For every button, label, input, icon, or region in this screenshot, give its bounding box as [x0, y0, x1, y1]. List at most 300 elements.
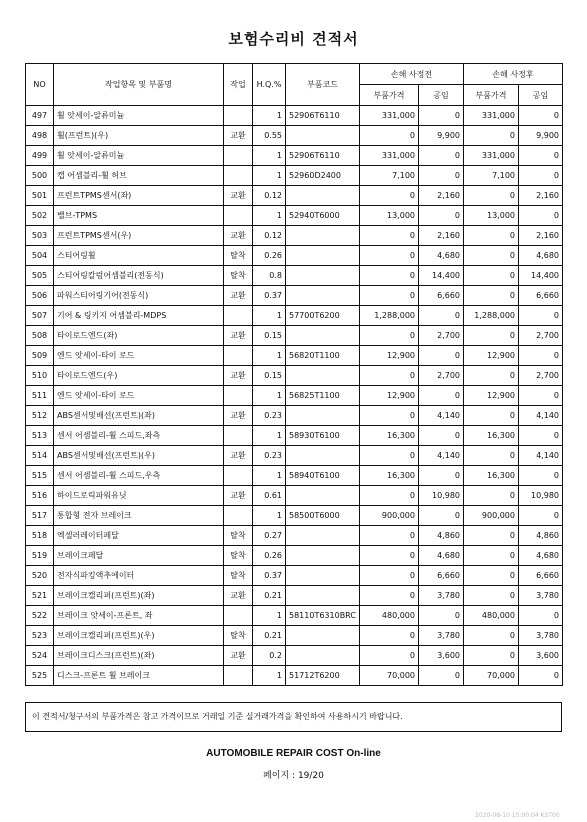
- cell-no: 512: [26, 406, 54, 426]
- cell-after-part-price: 331,000: [464, 106, 519, 126]
- cell-hq: 0.37: [253, 286, 286, 306]
- cell-no: 507: [26, 306, 54, 326]
- cell-work: 교환: [224, 446, 253, 466]
- cell-after-labor: 0: [519, 466, 563, 486]
- cell-before-part-price: 331,000: [360, 106, 419, 126]
- cell-before-part-price: 0: [360, 266, 419, 286]
- cell-after-part-price: 900,000: [464, 506, 519, 526]
- cell-before-labor: 3,780: [419, 626, 464, 646]
- cell-before-labor: 2,700: [419, 366, 464, 386]
- cell-hq: 0.55: [253, 126, 286, 146]
- cell-after-labor: 14,400: [519, 266, 563, 286]
- cell-after-part-price: 16,300: [464, 466, 519, 486]
- cell-part-code: 56820T1100: [286, 346, 360, 366]
- cell-before-part-price: 480,000: [360, 606, 419, 626]
- cell-after-labor: 0: [519, 666, 563, 686]
- cell-before-part-price: 1,288,000: [360, 306, 419, 326]
- cell-after-labor: 4,680: [519, 246, 563, 266]
- cell-work: 교환: [224, 286, 253, 306]
- cell-after-part-price: 0: [464, 546, 519, 566]
- cell-before-part-price: 0: [360, 246, 419, 266]
- table-row: [26, 626, 563, 646]
- cell-work: 교환: [224, 486, 253, 506]
- cell-item: 브레이크캘리퍼(프런트)(우): [54, 626, 224, 646]
- cell-no: 511: [26, 386, 54, 406]
- cell-after-part-price: 12,900: [464, 346, 519, 366]
- cell-after-labor: 10,980: [519, 486, 563, 506]
- cell-after-labor: 0: [519, 506, 563, 526]
- cell-work: 탈착: [224, 526, 253, 546]
- cell-work: [224, 666, 253, 686]
- cell-part-code: [286, 546, 360, 566]
- cell-no: 525: [26, 666, 54, 686]
- cell-work: 탈착: [224, 266, 253, 286]
- cell-after-labor: 3,600: [519, 646, 563, 666]
- cell-before-labor: 9,900: [419, 126, 464, 146]
- cell-hq: 1: [253, 166, 286, 186]
- cell-before-labor: 4,140: [419, 446, 464, 466]
- cell-item: 스티어링칼럼어셈블리(전동식): [54, 266, 224, 286]
- cell-item: 프런트TPMS센서(좌): [54, 186, 224, 206]
- cell-part-code: [286, 266, 360, 286]
- cell-before-labor: 6,660: [419, 566, 464, 586]
- table-row: [26, 166, 563, 186]
- cell-before-part-price: 0: [360, 526, 419, 546]
- table-row: [26, 586, 563, 606]
- cell-item: 타이로드엔드(우): [54, 366, 224, 386]
- cell-no: 508: [26, 326, 54, 346]
- cell-item: 휠 앗세이-알류미늄: [54, 146, 224, 166]
- cell-after-labor: 0: [519, 346, 563, 366]
- cell-no: 520: [26, 566, 54, 586]
- cell-before-labor: 0: [419, 606, 464, 626]
- cell-after-part-price: 13,000: [464, 206, 519, 226]
- cell-hq: 0.27: [253, 526, 286, 546]
- cell-after-labor: 0: [519, 386, 563, 406]
- cell-part-code: [286, 186, 360, 206]
- cell-work: [224, 146, 253, 166]
- cell-before-part-price: 0: [360, 366, 419, 386]
- cell-item: 센서 어셈블리-휠 스피드,좌측: [54, 426, 224, 446]
- print-timestamp: 2020-08-10 15:00:04 KST00: [475, 812, 560, 819]
- cell-part-code: [286, 366, 360, 386]
- cell-before-labor: 0: [419, 106, 464, 126]
- cell-before-part-price: 12,900: [360, 386, 419, 406]
- cell-work: 교환: [224, 126, 253, 146]
- cell-no: 498: [26, 126, 54, 146]
- cell-no: 517: [26, 506, 54, 526]
- cell-hq: 1: [253, 146, 286, 166]
- cell-work: [224, 206, 253, 226]
- table-row: [26, 486, 563, 506]
- cell-part-code: [286, 526, 360, 546]
- cell-after-part-price: 0: [464, 486, 519, 506]
- cell-hq: 0.37: [253, 566, 286, 586]
- table-row: [26, 566, 563, 586]
- table-row: [26, 366, 563, 386]
- cell-no: 503: [26, 226, 54, 246]
- cell-item: 기어 & 링키지 어셈블리-MDPS: [54, 306, 224, 326]
- cell-before-labor: 10,980: [419, 486, 464, 506]
- table-row: [26, 646, 563, 666]
- cell-before-part-price: 0: [360, 566, 419, 586]
- cell-hq: 0.26: [253, 246, 286, 266]
- cell-hq: 0.2: [253, 646, 286, 666]
- disclaimer-note: 이 견적서/청구서의 부품가격은 참고 가격이므로 거래일 기준 실거래가격을 확인하여 사용하시기 바랍니다.: [25, 702, 562, 732]
- cell-part-code: 52906T6110: [286, 146, 360, 166]
- cell-part-code: 52940T6000: [286, 206, 360, 226]
- cell-work: [224, 346, 253, 366]
- table-row: [26, 386, 563, 406]
- estimate-table: [25, 63, 563, 686]
- cell-no: 500: [26, 166, 54, 186]
- cell-no: 523: [26, 626, 54, 646]
- cell-after-labor: 0: [519, 146, 563, 166]
- cell-after-part-price: 0: [464, 406, 519, 426]
- cell-work: 탈착: [224, 566, 253, 586]
- cell-item: 브레이크디스크(프런트)(좌): [54, 646, 224, 666]
- cell-item: 파워스티어링기어(전동식): [54, 286, 224, 306]
- table-row: [26, 326, 563, 346]
- cell-hq: 1: [253, 346, 286, 366]
- cell-before-labor: 3,600: [419, 646, 464, 666]
- cell-work: [224, 106, 253, 126]
- table-row: [26, 126, 563, 146]
- cell-before-part-price: 0: [360, 326, 419, 346]
- cell-hq: 0.26: [253, 546, 286, 566]
- cell-part-code: 56825T1100: [286, 386, 360, 406]
- cell-part-code: [286, 406, 360, 426]
- cell-item: 타이로드엔드(좌): [54, 326, 224, 346]
- table-row: [26, 246, 563, 266]
- cell-before-labor: 2,160: [419, 186, 464, 206]
- header-no: NO: [26, 64, 54, 106]
- cell-before-labor: 0: [419, 426, 464, 446]
- cell-item: 엔드 앗세이-타이 로드: [54, 386, 224, 406]
- cell-hq: 0.21: [253, 586, 286, 606]
- cell-before-labor: 0: [419, 166, 464, 186]
- cell-part-code: [286, 326, 360, 346]
- cell-no: 509: [26, 346, 54, 366]
- cell-before-labor: 0: [419, 666, 464, 686]
- cell-before-labor: 4,680: [419, 246, 464, 266]
- cell-hq: 0.23: [253, 446, 286, 466]
- cell-after-labor: 4,140: [519, 446, 563, 466]
- cell-before-labor: 0: [419, 466, 464, 486]
- cell-hq: 0.21: [253, 626, 286, 646]
- cell-after-labor: 2,160: [519, 226, 563, 246]
- cell-work: 탈착: [224, 626, 253, 646]
- table-row: [26, 146, 563, 166]
- cell-item: 브레이크페달: [54, 546, 224, 566]
- cell-before-part-price: 7,100: [360, 166, 419, 186]
- table-row: [26, 606, 563, 626]
- cell-no: 516: [26, 486, 54, 506]
- cell-before-part-price: 12,900: [360, 346, 419, 366]
- cell-item: 브레이크 앗세이-프론트, 좌: [54, 606, 224, 626]
- cell-item: 전자식파킹액추에이터: [54, 566, 224, 586]
- cell-after-part-price: 0: [464, 266, 519, 286]
- cell-before-labor: 6,660: [419, 286, 464, 306]
- cell-before-labor: 4,860: [419, 526, 464, 546]
- table-row: [26, 206, 563, 226]
- cell-item: ABS센서및배선(프런트)(우): [54, 446, 224, 466]
- header-item: 작업항목 및 부품명: [54, 64, 224, 106]
- table-row: [26, 406, 563, 426]
- table-row: [26, 226, 563, 246]
- cell-hq: 0.8: [253, 266, 286, 286]
- cell-before-part-price: 331,000: [360, 146, 419, 166]
- cell-before-labor: 0: [419, 346, 464, 366]
- cell-after-part-price: 0: [464, 446, 519, 466]
- cell-part-code: [286, 226, 360, 246]
- cell-item: 브레이크캘리퍼(프런트)(좌): [54, 586, 224, 606]
- table-header: [26, 64, 563, 106]
- cell-after-part-price: 0: [464, 186, 519, 206]
- cell-hq: 1: [253, 606, 286, 626]
- cell-before-labor: 2,700: [419, 326, 464, 346]
- cell-hq: 1: [253, 206, 286, 226]
- table-row: [26, 306, 563, 326]
- table-body: [26, 106, 563, 686]
- cell-part-code: 58500T6000: [286, 506, 360, 526]
- cell-before-part-price: 0: [360, 586, 419, 606]
- cell-before-part-price: 0: [360, 406, 419, 426]
- header-after-labor: 공임: [519, 85, 563, 106]
- cell-after-part-price: 480,000: [464, 606, 519, 626]
- cell-after-part-price: 7,100: [464, 166, 519, 186]
- cell-item: 프런트TPMS센서(우): [54, 226, 224, 246]
- cell-work: 교환: [224, 406, 253, 426]
- cell-work: 교환: [224, 186, 253, 206]
- table-row: [26, 426, 563, 446]
- cell-no: 505: [26, 266, 54, 286]
- cell-part-code: 58930T6100: [286, 426, 360, 446]
- cell-part-code: [286, 126, 360, 146]
- cell-before-labor: 3,780: [419, 586, 464, 606]
- cell-after-part-price: 0: [464, 286, 519, 306]
- cell-item: 엑셀러레이터페달: [54, 526, 224, 546]
- cell-after-labor: 2,160: [519, 186, 563, 206]
- cell-before-part-price: 900,000: [360, 506, 419, 526]
- cell-after-labor: 0: [519, 206, 563, 226]
- cell-before-labor: 0: [419, 386, 464, 406]
- cell-no: 514: [26, 446, 54, 466]
- cell-no: 515: [26, 466, 54, 486]
- cell-part-code: [286, 626, 360, 646]
- cell-before-part-price: 0: [360, 286, 419, 306]
- cell-item: 통합형 전자 브레이크: [54, 506, 224, 526]
- header-hq: H.Q.%: [253, 64, 286, 106]
- table-row: [26, 286, 563, 306]
- footer-title: AUTOMOBILE REPAIR COST On-line: [206, 748, 381, 759]
- header-work: 작업: [224, 64, 253, 106]
- cell-item: 하이드로릭파워유닛: [54, 486, 224, 506]
- cell-after-part-price: 0: [464, 366, 519, 386]
- cell-before-labor: 4,140: [419, 406, 464, 426]
- cell-before-part-price: 0: [360, 646, 419, 666]
- cell-after-part-price: 0: [464, 626, 519, 646]
- cell-no: 522: [26, 606, 54, 626]
- cell-after-labor: 2,700: [519, 326, 563, 346]
- cell-before-part-price: 13,000: [360, 206, 419, 226]
- header-before-part-price: 부품가격: [360, 85, 419, 106]
- cell-after-labor: 2,700: [519, 366, 563, 386]
- cell-after-part-price: 0: [464, 566, 519, 586]
- cell-part-code: [286, 566, 360, 586]
- cell-after-part-price: 16,300: [464, 426, 519, 446]
- cell-before-labor: 4,680: [419, 546, 464, 566]
- table-row: [26, 446, 563, 466]
- cell-no: 499: [26, 146, 54, 166]
- cell-before-labor: 0: [419, 146, 464, 166]
- cell-before-part-price: 0: [360, 626, 419, 646]
- cell-no: 510: [26, 366, 54, 386]
- cell-before-part-price: 0: [360, 226, 419, 246]
- cell-work: [224, 606, 253, 626]
- table-row: [26, 346, 563, 366]
- cell-item: ABS센서및배선(프런트)(좌): [54, 406, 224, 426]
- cell-before-labor: 2,160: [419, 226, 464, 246]
- cell-before-labor: 0: [419, 506, 464, 526]
- cell-item: 캡 어셈블리-휠 허브: [54, 166, 224, 186]
- cell-after-labor: 0: [519, 606, 563, 626]
- document-title: 보험수리비 견적서: [228, 30, 359, 48]
- cell-no: 524: [26, 646, 54, 666]
- cell-after-labor: 9,900: [519, 126, 563, 146]
- table-row: [26, 106, 563, 126]
- cell-hq: 0.61: [253, 486, 286, 506]
- cell-hq: 1: [253, 506, 286, 526]
- cell-no: 521: [26, 586, 54, 606]
- cell-after-labor: 4,140: [519, 406, 563, 426]
- cell-before-part-price: 0: [360, 546, 419, 566]
- cell-item: 엔드 앗세이-타이 로드: [54, 346, 224, 366]
- cell-no: 501: [26, 186, 54, 206]
- cell-before-part-price: 0: [360, 126, 419, 146]
- cell-item: 스티어링휠: [54, 246, 224, 266]
- header-after: 손해 사정후: [464, 64, 563, 85]
- cell-work: 교환: [224, 646, 253, 666]
- table-row: [26, 546, 563, 566]
- header-before: 손해 사정전: [360, 64, 464, 85]
- cell-work: [224, 506, 253, 526]
- cell-after-part-price: 0: [464, 126, 519, 146]
- cell-work: 탈착: [224, 246, 253, 266]
- cell-part-code: 52906T6110: [286, 106, 360, 126]
- cell-no: 506: [26, 286, 54, 306]
- cell-work: [224, 426, 253, 446]
- cell-no: 502: [26, 206, 54, 226]
- cell-hq: 1: [253, 106, 286, 126]
- cell-item: 디스크-프론트 휠 브레이크: [54, 666, 224, 686]
- cell-before-labor: 0: [419, 206, 464, 226]
- table-row: [26, 506, 563, 526]
- cell-after-part-price: 0: [464, 226, 519, 246]
- cell-no: 497: [26, 106, 54, 126]
- cell-after-labor: 3,780: [519, 586, 563, 606]
- cell-after-labor: 0: [519, 166, 563, 186]
- header-after-part-price: 부품가격: [464, 85, 519, 106]
- table-row: [26, 186, 563, 206]
- cell-work: 탈착: [224, 546, 253, 566]
- cell-item: 휠 앗세이-알류미늄: [54, 106, 224, 126]
- cell-part-code: 51712T6200: [286, 666, 360, 686]
- cell-hq: 1: [253, 666, 286, 686]
- cell-after-part-price: 0: [464, 326, 519, 346]
- page-number: 페이지 : 19/20: [263, 771, 324, 781]
- cell-after-labor: 0: [519, 426, 563, 446]
- cell-hq: 0.12: [253, 186, 286, 206]
- cell-before-part-price: 0: [360, 446, 419, 466]
- cell-after-part-price: 0: [464, 526, 519, 546]
- cell-after-labor: 4,860: [519, 526, 563, 546]
- cell-item: 센서 어셈블리-휠 스피드,우측: [54, 466, 224, 486]
- cell-hq: 0.15: [253, 326, 286, 346]
- table-row: [26, 466, 563, 486]
- cell-no: 519: [26, 546, 54, 566]
- cell-before-part-price: 0: [360, 486, 419, 506]
- cell-item: 밸브-TPMS: [54, 206, 224, 226]
- cell-after-labor: 0: [519, 106, 563, 126]
- cell-after-part-price: 1,288,000: [464, 306, 519, 326]
- table-row: [26, 526, 563, 546]
- cell-after-part-price: 0: [464, 246, 519, 266]
- table-row: [26, 266, 563, 286]
- cell-before-part-price: 0: [360, 186, 419, 206]
- cell-hq: 0.12: [253, 226, 286, 246]
- cell-after-labor: 0: [519, 306, 563, 326]
- cell-part-code: 58940T6100: [286, 466, 360, 486]
- cell-no: 513: [26, 426, 54, 446]
- header-before-labor: 공임: [419, 85, 464, 106]
- cell-after-labor: 4,680: [519, 546, 563, 566]
- cell-part-code: [286, 486, 360, 506]
- cell-item: 휠(프런트)(우): [54, 126, 224, 146]
- cell-work: 교환: [224, 586, 253, 606]
- cell-work: [224, 466, 253, 486]
- cell-hq: 1: [253, 386, 286, 406]
- cell-work: [224, 166, 253, 186]
- cell-hq: 1: [253, 466, 286, 486]
- cell-after-labor: 3,780: [519, 626, 563, 646]
- cell-after-part-price: 0: [464, 646, 519, 666]
- cell-no: 504: [26, 246, 54, 266]
- cell-part-code: [286, 246, 360, 266]
- cell-part-code: 58110T6310BRC: [286, 606, 360, 626]
- cell-part-code: [286, 286, 360, 306]
- cell-no: 518: [26, 526, 54, 546]
- table-row: [26, 666, 563, 686]
- cell-before-part-price: 70,000: [360, 666, 419, 686]
- cell-after-part-price: 70,000: [464, 666, 519, 686]
- cell-part-code: 52960D2400: [286, 166, 360, 186]
- cell-after-labor: 6,660: [519, 286, 563, 306]
- cell-part-code: [286, 446, 360, 466]
- cell-after-part-price: 12,900: [464, 386, 519, 406]
- cell-before-part-price: 16,300: [360, 426, 419, 446]
- cell-after-labor: 6,660: [519, 566, 563, 586]
- cell-after-part-price: 0: [464, 586, 519, 606]
- cell-hq: 1: [253, 426, 286, 446]
- cell-before-labor: 14,400: [419, 266, 464, 286]
- cell-hq: 0.23: [253, 406, 286, 426]
- cell-hq: 1: [253, 306, 286, 326]
- cell-work: 교환: [224, 226, 253, 246]
- cell-before-labor: 0: [419, 306, 464, 326]
- cell-work: [224, 386, 253, 406]
- cell-part-code: 57700T6200: [286, 306, 360, 326]
